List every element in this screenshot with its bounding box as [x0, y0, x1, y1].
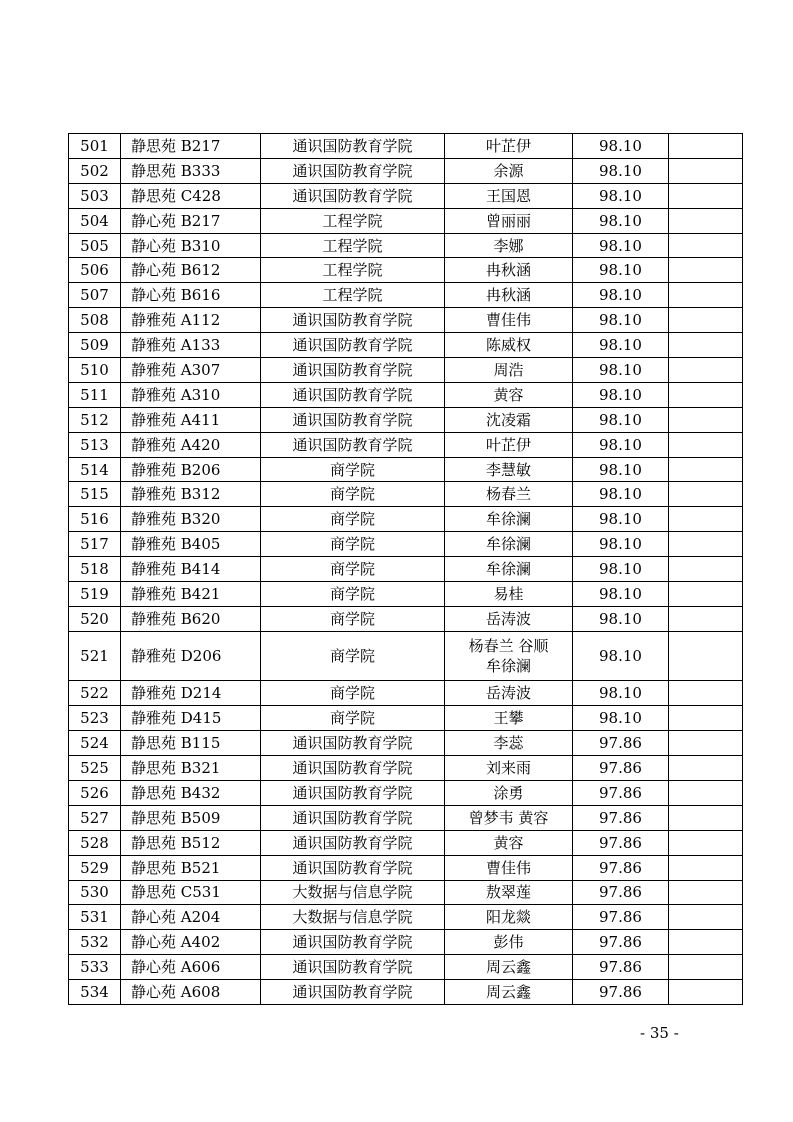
table-row: [69, 507, 743, 532]
cell-number: 518: [69, 557, 121, 582]
table-row: [69, 880, 743, 905]
table-row: [69, 482, 743, 507]
cell-dormitory: 静心苑 B612: [121, 258, 261, 283]
cell-college: 通识国防教育学院: [261, 134, 445, 159]
cell-dormitory: 静思苑 C428: [121, 183, 261, 208]
cell-names: [445, 358, 573, 383]
cell-names: [445, 233, 573, 258]
cell-dormitory: 静思苑 B321: [121, 756, 261, 781]
cell-number: 505: [69, 233, 121, 258]
cell-dormitory: 静雅苑 D206: [121, 631, 261, 681]
cell-number: 509: [69, 333, 121, 358]
cell-dormitory: 静雅苑 D415: [121, 706, 261, 731]
cell-number: 519: [69, 582, 121, 607]
cell-score: 97.86: [573, 855, 669, 880]
cell-college: 通识国防教育学院: [261, 980, 445, 1005]
cell-note: [669, 457, 743, 482]
table-row: [69, 233, 743, 258]
table-row: [69, 308, 743, 333]
cell-college: 工程学院: [261, 258, 445, 283]
cell-score: 97.86: [573, 805, 669, 830]
table-row: [69, 382, 743, 407]
cell-names: [445, 606, 573, 631]
cell-names: [445, 830, 573, 855]
name-line: 牟徐澜: [485, 560, 531, 579]
dormitory-score-table: [68, 133, 743, 1005]
cell-dormitory: 静心苑 B217: [121, 208, 261, 233]
table-row: [69, 631, 743, 681]
cell-number: 503: [69, 183, 121, 208]
cell-dormitory: 静雅苑 B405: [121, 532, 261, 557]
cell-note: [669, 780, 743, 805]
name-line: 曹佳伟: [485, 311, 531, 330]
cell-dormitory: 静雅苑 A420: [121, 432, 261, 457]
cell-college: 工程学院: [261, 208, 445, 233]
cell-number: 501: [69, 134, 121, 159]
cell-college: 通识国防教育学院: [261, 382, 445, 407]
cell-names: [445, 283, 573, 308]
table-row: [69, 158, 743, 183]
cell-names: [445, 333, 573, 358]
cell-dormitory: 静心苑 B310: [121, 233, 261, 258]
cell-dormitory: 静心苑 A204: [121, 905, 261, 930]
name-line: 王国恩: [485, 186, 531, 205]
cell-college: 通识国防教育学院: [261, 756, 445, 781]
cell-dormitory: 静思苑 B509: [121, 805, 261, 830]
cell-names: [445, 382, 573, 407]
cell-note: [669, 706, 743, 731]
cell-names: [445, 582, 573, 607]
table-row: [69, 134, 743, 159]
cell-number: 504: [69, 208, 121, 233]
name-line: 岳涛波: [485, 684, 531, 703]
cell-dormitory: 静雅苑 B421: [121, 582, 261, 607]
cell-dormitory: 静思苑 B432: [121, 780, 261, 805]
cell-college: 通识国防教育学院: [261, 358, 445, 383]
cell-dormitory: 静雅苑 A411: [121, 407, 261, 432]
table-row: [69, 706, 743, 731]
cell-note: [669, 233, 743, 258]
cell-note: [669, 606, 743, 631]
cell-note: [669, 532, 743, 557]
name-line: 叶芷伊: [485, 136, 531, 155]
cell-college: 大数据与信息学院: [261, 905, 445, 930]
cell-score: 98.10: [573, 706, 669, 731]
cell-score: 98.10: [573, 382, 669, 407]
name-line: 周云鑫: [485, 958, 531, 977]
cell-number: 521: [69, 631, 121, 681]
cell-number: 520: [69, 606, 121, 631]
cell-note: [669, 482, 743, 507]
cell-college: 通识国防教育学院: [261, 183, 445, 208]
cell-number: 512: [69, 407, 121, 432]
cell-number: 530: [69, 880, 121, 905]
name-line: 曹佳伟: [485, 858, 531, 877]
cell-note: [669, 681, 743, 706]
cell-names: [445, 756, 573, 781]
cell-names: [445, 980, 573, 1005]
table-row: [69, 805, 743, 830]
cell-college: 工程学院: [261, 233, 445, 258]
cell-score: 98.10: [573, 582, 669, 607]
table-row: [69, 557, 743, 582]
cell-number: 508: [69, 308, 121, 333]
name-line: 阳龙燚: [485, 908, 531, 927]
cell-score: 97.86: [573, 756, 669, 781]
cell-names: [445, 855, 573, 880]
page-number: - 35 -: [640, 1024, 679, 1042]
table-row: [69, 358, 743, 383]
cell-score: 97.86: [573, 905, 669, 930]
table-row: [69, 830, 743, 855]
cell-score: 98.10: [573, 681, 669, 706]
table-row: [69, 955, 743, 980]
cell-college: 商学院: [261, 681, 445, 706]
cell-note: [669, 905, 743, 930]
cell-college: 商学院: [261, 532, 445, 557]
cell-number: 522: [69, 681, 121, 706]
cell-names: [445, 457, 573, 482]
cell-score: 97.86: [573, 880, 669, 905]
cell-score: 98.10: [573, 183, 669, 208]
cell-names: [445, 706, 573, 731]
name-line: 杨春兰 谷顺: [468, 637, 549, 656]
cell-number: 532: [69, 930, 121, 955]
cell-college: 工程学院: [261, 283, 445, 308]
cell-college: 通识国防教育学院: [261, 308, 445, 333]
cell-note: [669, 507, 743, 532]
cell-note: [669, 557, 743, 582]
cell-score: 98.10: [573, 631, 669, 681]
cell-score: 98.10: [573, 457, 669, 482]
cell-number: 526: [69, 780, 121, 805]
table-row: [69, 258, 743, 283]
cell-dormitory: 静心苑 B616: [121, 283, 261, 308]
cell-names: [445, 905, 573, 930]
cell-dormitory: 静思苑 B217: [121, 134, 261, 159]
cell-names: [445, 258, 573, 283]
name-line: 黄容: [493, 833, 524, 852]
cell-note: [669, 258, 743, 283]
cell-score: 98.10: [573, 532, 669, 557]
cell-number: 527: [69, 805, 121, 830]
cell-number: 506: [69, 258, 121, 283]
table-row: [69, 208, 743, 233]
cell-score: 98.10: [573, 557, 669, 582]
cell-number: 528: [69, 830, 121, 855]
name-line: 余源: [493, 161, 524, 180]
table-row: [69, 183, 743, 208]
cell-score: 97.86: [573, 930, 669, 955]
cell-note: [669, 731, 743, 756]
table-row: [69, 432, 743, 457]
cell-score: 98.10: [573, 507, 669, 532]
cell-dormitory: 静雅苑 B312: [121, 482, 261, 507]
cell-number: 514: [69, 457, 121, 482]
cell-number: 534: [69, 980, 121, 1005]
table-row: [69, 780, 743, 805]
name-line: 冉秋涵: [485, 286, 531, 305]
name-line: 李娜: [493, 236, 524, 255]
cell-number: 511: [69, 382, 121, 407]
cell-score: 98.10: [573, 606, 669, 631]
cell-dormitory: 静心苑 A606: [121, 955, 261, 980]
cell-college: 通识国防教育学院: [261, 333, 445, 358]
name-line: 彭伟: [493, 933, 524, 952]
cell-names: [445, 805, 573, 830]
cell-score: 98.10: [573, 407, 669, 432]
cell-dormitory: 静雅苑 B320: [121, 507, 261, 532]
cell-names: [445, 308, 573, 333]
cell-names: [445, 557, 573, 582]
cell-names: [445, 880, 573, 905]
cell-note: [669, 407, 743, 432]
cell-dormitory: 静雅苑 A133: [121, 333, 261, 358]
cell-college: 通识国防教育学院: [261, 731, 445, 756]
name-line: 冉秋涵: [485, 261, 531, 280]
cell-names: [445, 532, 573, 557]
cell-note: [669, 582, 743, 607]
name-line: 叶芷伊: [485, 435, 531, 454]
name-line: 刘来雨: [485, 759, 531, 778]
table-row: [69, 606, 743, 631]
cell-note: [669, 134, 743, 159]
name-line: 牟徐澜: [485, 535, 531, 554]
cell-names: [445, 208, 573, 233]
cell-note: [669, 955, 743, 980]
name-line: 涂勇: [493, 783, 524, 802]
cell-note: [669, 805, 743, 830]
name-line: 周云鑫: [485, 983, 531, 1002]
cell-score: 97.86: [573, 955, 669, 980]
cell-college: 通识国防教育学院: [261, 855, 445, 880]
name-line: 陈威权: [485, 336, 531, 355]
name-line: 李蕊: [493, 734, 524, 753]
name-line: 敖翠莲: [485, 883, 531, 902]
cell-number: 523: [69, 706, 121, 731]
cell-number: 524: [69, 731, 121, 756]
cell-score: 98.10: [573, 208, 669, 233]
cell-dormitory: 静心苑 A402: [121, 930, 261, 955]
cell-college: 通识国防教育学院: [261, 432, 445, 457]
cell-college: 通识国防教育学院: [261, 407, 445, 432]
name-line: 易桂: [493, 584, 524, 603]
cell-college: 商学院: [261, 557, 445, 582]
cell-score: 98.10: [573, 233, 669, 258]
table-row: [69, 756, 743, 781]
cell-note: [669, 980, 743, 1005]
cell-score: 97.86: [573, 731, 669, 756]
cell-score: 98.10: [573, 333, 669, 358]
cell-college: 商学院: [261, 631, 445, 681]
cell-dormitory: 静雅苑 A310: [121, 382, 261, 407]
cell-dormitory: 静雅苑 A112: [121, 308, 261, 333]
cell-college: 通识国防教育学院: [261, 830, 445, 855]
cell-note: [669, 333, 743, 358]
cell-dormitory: 静思苑 B115: [121, 731, 261, 756]
cell-number: 529: [69, 855, 121, 880]
cell-college: 商学院: [261, 482, 445, 507]
cell-number: 507: [69, 283, 121, 308]
table-row: [69, 457, 743, 482]
cell-score: 98.10: [573, 432, 669, 457]
cell-names: [445, 731, 573, 756]
table-row: [69, 731, 743, 756]
table-row: [69, 905, 743, 930]
cell-dormitory: 静思苑 B333: [121, 158, 261, 183]
name-line: 曾丽丽: [485, 211, 531, 230]
cell-score: 98.10: [573, 134, 669, 159]
cell-dormitory: 静雅苑 B620: [121, 606, 261, 631]
cell-college: 通识国防教育学院: [261, 805, 445, 830]
cell-dormitory: 静雅苑 D214: [121, 681, 261, 706]
cell-note: [669, 283, 743, 308]
cell-college: 商学院: [261, 706, 445, 731]
cell-note: [669, 756, 743, 781]
cell-score: 97.86: [573, 780, 669, 805]
cell-college: 商学院: [261, 457, 445, 482]
cell-number: 533: [69, 955, 121, 980]
cell-number: 516: [69, 507, 121, 532]
cell-note: [669, 631, 743, 681]
cell-college: 通识国防教育学院: [261, 930, 445, 955]
cell-college: 通识国防教育学院: [261, 158, 445, 183]
cell-note: [669, 432, 743, 457]
cell-dormitory: 静雅苑 A307: [121, 358, 261, 383]
cell-college: 商学院: [261, 582, 445, 607]
cell-note: [669, 208, 743, 233]
table-body: [69, 134, 743, 1005]
name-line: 牟徐澜: [485, 510, 531, 529]
cell-names: [445, 631, 573, 681]
cell-note: [669, 183, 743, 208]
cell-names: [445, 955, 573, 980]
table-row: [69, 532, 743, 557]
cell-note: [669, 930, 743, 955]
cell-number: 525: [69, 756, 121, 781]
cell-names: [445, 432, 573, 457]
name-line: 王攀: [493, 709, 524, 728]
cell-names: [445, 507, 573, 532]
name-line: 岳涛波: [485, 609, 531, 628]
cell-score: 98.10: [573, 158, 669, 183]
cell-college: 大数据与信息学院: [261, 880, 445, 905]
cell-college: 商学院: [261, 507, 445, 532]
cell-score: 98.10: [573, 308, 669, 333]
cell-names: [445, 930, 573, 955]
cell-note: [669, 382, 743, 407]
cell-score: 98.10: [573, 258, 669, 283]
name-line: 曾梦韦 黄容: [468, 808, 549, 827]
cell-names: [445, 482, 573, 507]
cell-number: 510: [69, 358, 121, 383]
cell-names: [445, 158, 573, 183]
cell-college: 通识国防教育学院: [261, 955, 445, 980]
cell-score: 97.86: [573, 980, 669, 1005]
cell-names: [445, 780, 573, 805]
name-line: 李慧敏: [485, 460, 531, 479]
cell-number: 502: [69, 158, 121, 183]
name-line: 杨春兰: [485, 485, 531, 504]
cell-college: 商学院: [261, 606, 445, 631]
name-line: 沈凌霜: [485, 410, 531, 429]
cell-score: 98.10: [573, 358, 669, 383]
name-line: 周浩: [493, 360, 524, 379]
cell-dormitory: 静雅苑 B414: [121, 557, 261, 582]
cell-dormitory: 静思苑 B521: [121, 855, 261, 880]
cell-note: [669, 855, 743, 880]
cell-dormitory: 静心苑 A608: [121, 980, 261, 1005]
cell-note: [669, 308, 743, 333]
cell-number: 513: [69, 432, 121, 457]
cell-note: [669, 830, 743, 855]
cell-college: 通识国防教育学院: [261, 780, 445, 805]
cell-note: [669, 158, 743, 183]
cell-score: 97.86: [573, 830, 669, 855]
table-row: [69, 582, 743, 607]
table-row: [69, 283, 743, 308]
table-row: [69, 855, 743, 880]
cell-score: 98.10: [573, 482, 669, 507]
cell-note: [669, 358, 743, 383]
cell-names: [445, 134, 573, 159]
cell-number: 531: [69, 905, 121, 930]
cell-number: 517: [69, 532, 121, 557]
table-row: [69, 980, 743, 1005]
cell-dormitory: 静雅苑 B206: [121, 457, 261, 482]
cell-note: [669, 880, 743, 905]
table-row: [69, 333, 743, 358]
cell-number: 515: [69, 482, 121, 507]
name-line: 黄容: [493, 385, 524, 404]
table-row: [69, 930, 743, 955]
cell-names: [445, 681, 573, 706]
cell-names: [445, 183, 573, 208]
cell-dormitory: 静思苑 C531: [121, 880, 261, 905]
table-row: [69, 407, 743, 432]
cell-names: [445, 407, 573, 432]
table-row: [69, 681, 743, 706]
cell-score: 98.10: [573, 283, 669, 308]
name-line: 牟徐澜: [485, 657, 531, 676]
cell-dormitory: 静思苑 B512: [121, 830, 261, 855]
